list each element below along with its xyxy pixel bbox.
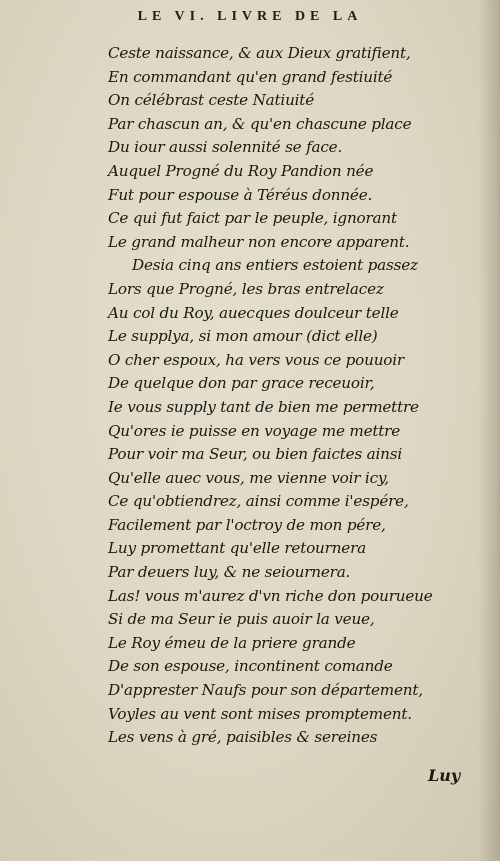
verse-line: On célébrast ceste Natiuité [108, 91, 315, 110]
verse-line: Auquel Progné du Roy Pandion née [108, 161, 374, 180]
verse-line: Qu'ores ie puisse en voyage me mettre [108, 421, 401, 440]
verse-line: Ce qui fut faict par le peuple, ignorant [108, 209, 397, 228]
verse-line: Luy promettant qu'elle retournera [108, 539, 366, 558]
verse-line: Facilement par l'octroy de mon pére, [108, 515, 386, 534]
verse-line: Fut pour espouse à Téréus donnée. [108, 185, 373, 204]
verse-line: Par deuers luy, & ne seiournera. [108, 563, 351, 582]
page-edge-shadow [478, 0, 500, 861]
catchword: Luy [428, 766, 461, 785]
verse-line: Ie vous supply tant de bien me permettre [108, 397, 419, 416]
running-head: LE VI. LIVRE DE LA [137, 9, 363, 24]
verse-line: Voyles au vent sont mises promptement. [108, 704, 412, 723]
verse-line: O cher espoux, ha vers vous ce pouuoir [108, 350, 404, 369]
verse-line: Du iour aussi solennité se face. [108, 138, 343, 157]
verse-line: Qu'elle auec vous, me vienne voir icy, [108, 468, 389, 487]
verse-line: De quelque don par grace receuoir, [108, 374, 375, 393]
verse-line: Ceste naissance, & aux Dieux gratifient, [108, 44, 411, 62]
verse-line: Par chascun an, & qu'en chascune place [108, 114, 412, 133]
verse-line: Lors que Progné, les bras entrelacez [108, 279, 384, 298]
verse-line: Au col du Roy, auecques doulceur telle [108, 303, 399, 322]
verse-line: Ce qu'obtiendrez, ainsi comme i'espére, [108, 492, 409, 511]
verse-line: Le Roy émeu de la priere grande [108, 633, 356, 652]
verse-line: Les vens à gré, paisibles & sereines [108, 728, 378, 747]
verse-block [108, 42, 468, 750]
verse-line: Le supplya, si mon amour (dict elle) [108, 327, 378, 346]
verse-line: En commandant qu'en grand festiuité [108, 67, 393, 86]
verse-line: Pour voir ma Seur, ou bien faictes ainsi [108, 445, 403, 464]
verse-line: D'apprester Naufs pour son département, [108, 681, 423, 700]
verse-line: De son espouse, incontinent comande [108, 657, 393, 676]
verse-line: Las! vous m'aurez d'vn riche don pourueue [108, 586, 433, 605]
verse-line: Si de ma Seur ie puis auoir la veue, [108, 610, 375, 629]
verse-line-indented: Desia cinq ans entiers estoient passez [132, 256, 418, 275]
verse-line: Le grand malheur non encore apparent. [108, 232, 410, 251]
